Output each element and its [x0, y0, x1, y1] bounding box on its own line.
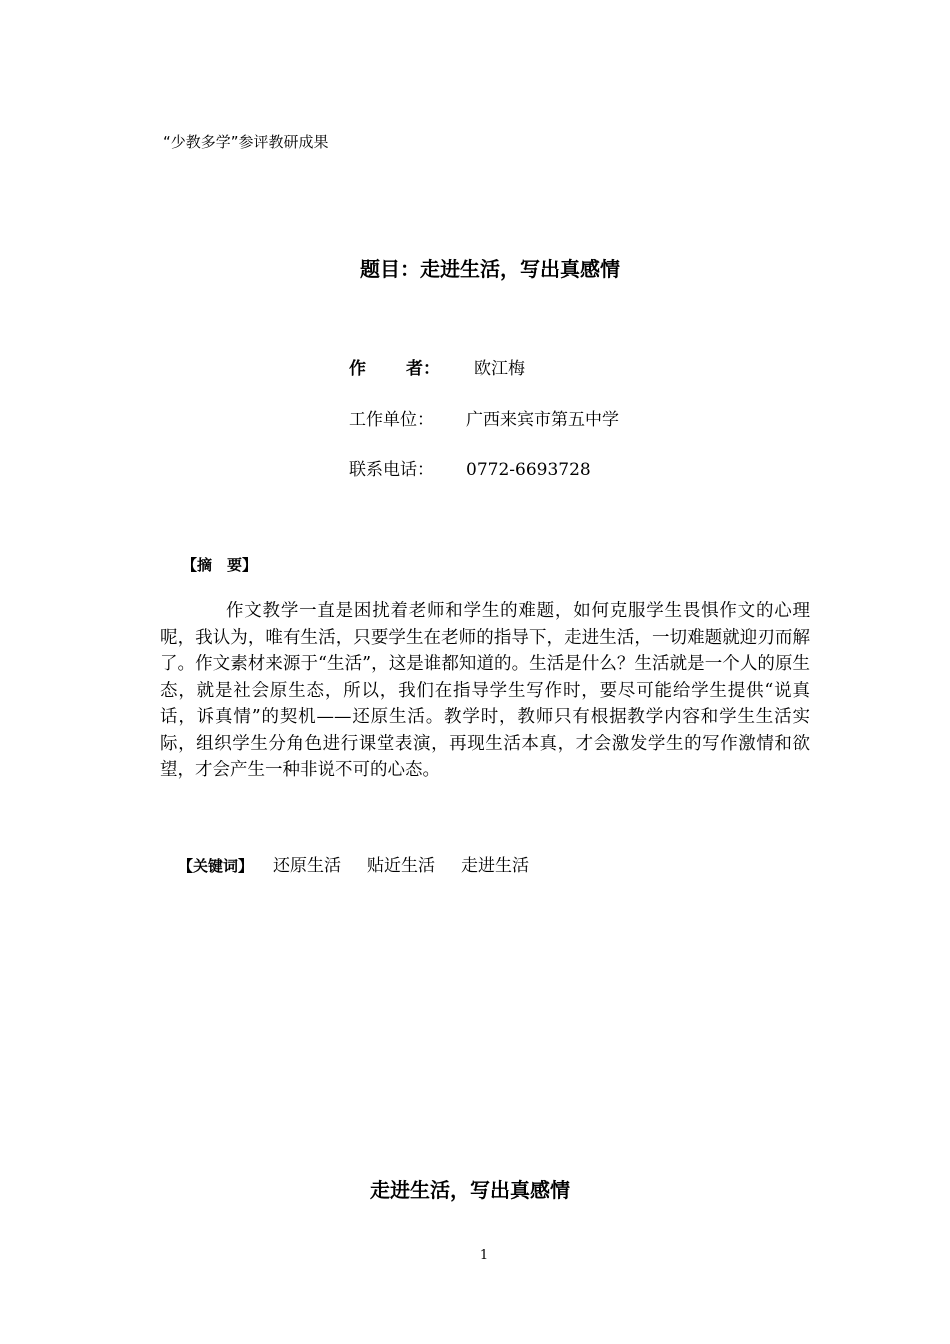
phone-row [349, 455, 591, 480]
document-title: 题目：走进生活，写出真感情 [360, 257, 620, 281]
author-row [349, 354, 525, 379]
abstract-body: 作文教学一直是困扰着老师和学生的难题，如何克服学生畏惧作文的心理呢，我认为，唯有生活，只要学生在老师的指导下，走进生活，一切难题就迎刃而解了。作文素材来源于“生活”，这是谁都知道的。生活是什么？生活就是一个人的原生态，就是社会原生态，所以，我们在指导学生写作时，要尽可能给学生提供“说真话，诉真情”的契机——还原生活。教学时，教师只有根据教学内容和学生生活实际，组织学生分角色进行课堂表演，再现生活本真，才会激发学生的写作激情和欲望，才会产生一种非说不可的心态。 [160, 601, 810, 780]
phone-label: 联系电话： [349, 460, 434, 480]
page-number: 1 [479, 1248, 489, 1263]
unit-label: 工作单位： [349, 410, 434, 430]
phone-value: 0772-6693728 [466, 460, 591, 480]
keywords-label: 【关键词】 [178, 857, 254, 875]
header-note: “少教多学”参评教研成果 [163, 133, 329, 151]
author-label-part-a: 作 [349, 359, 366, 379]
section-title: 走进生活，写出真感情 [370, 1178, 570, 1202]
keyword-item: 贴近生活 [367, 856, 436, 876]
author-name: 欧江梅 [474, 359, 525, 379]
unit-row [349, 405, 619, 430]
keyword-item: 走进生活 [461, 856, 530, 876]
keywords-row [178, 851, 555, 876]
author-label [349, 354, 466, 379]
unit-value: 广西来宾市第五中学 [466, 410, 619, 430]
abstract-label: 【摘 要】 [182, 556, 258, 574]
keyword-item: 还原生活 [273, 856, 342, 876]
author-label-part-b: 者： [406, 359, 440, 379]
